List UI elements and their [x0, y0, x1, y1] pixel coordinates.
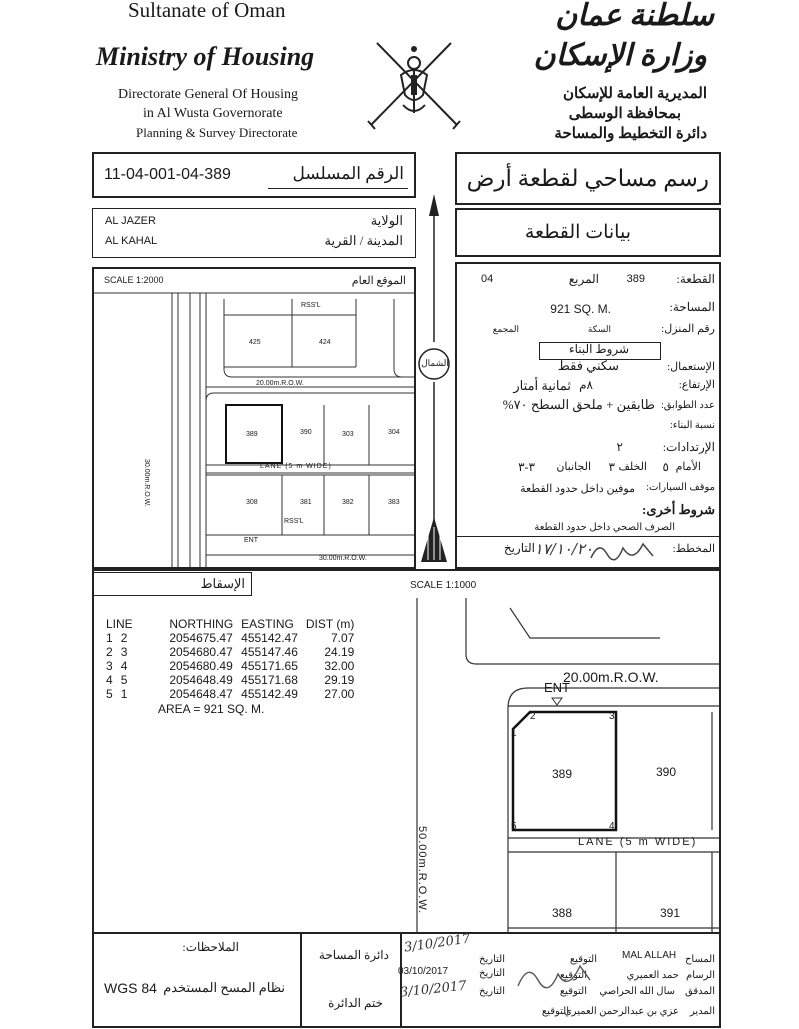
- drafter-date-value: 03/10/2017: [398, 966, 449, 977]
- wilayat-value: AL JAZER: [105, 215, 156, 227]
- plot-381-site: 381: [300, 499, 312, 506]
- planner-signature-icon: [587, 536, 659, 566]
- distance: 32.00: [324, 659, 355, 673]
- map-frame-top: [92, 569, 721, 571]
- conditions-title: شروط البناء: [568, 342, 630, 356]
- northing: 2054675.47: [169, 631, 233, 645]
- height-text: ثمانية أمتار: [513, 378, 571, 393]
- projection-label: الإسقاط: [200, 576, 245, 591]
- oman-emblem-icon: [365, 35, 463, 130]
- detail-road-left: 50.00m.R.O.W.: [416, 826, 428, 915]
- area-value: 921 SQ. M.: [550, 302, 611, 316]
- plot-info-box: [455, 262, 721, 569]
- line-to: 5: [120, 673, 128, 687]
- serial-label: الرقم المسلسل: [292, 164, 404, 183]
- checker-sign-label: التوقيع: [559, 986, 587, 997]
- header-ar-dir2: بمحافظة الوسطى: [568, 106, 681, 122]
- general-lane: LANE (5 m WIDE): [260, 463, 332, 470]
- coords-header-northing: NORTHING: [169, 617, 234, 631]
- sides-value: ٣-٣: [518, 460, 535, 474]
- line-from: 3: [106, 659, 113, 673]
- plot-value: 389: [626, 273, 645, 285]
- wgs-label: نظام المسح المستخدم: [163, 980, 285, 995]
- corner-4: 4: [609, 821, 615, 832]
- plot-data-title: بيانات القطعة: [524, 222, 631, 243]
- northing: 2054648.47: [169, 687, 233, 701]
- general-road-bottom: 30.00m.R.O.W.: [319, 555, 367, 562]
- house-label: رقم المنزل:: [661, 323, 715, 335]
- map-frame-left: [92, 569, 94, 932]
- height-label: الإرتفاع:: [678, 379, 715, 391]
- coords-header-easting: EASTING: [241, 617, 294, 631]
- block-label: المربع: [568, 272, 599, 286]
- coords-table: [102, 617, 358, 701]
- drafter-label: الرسام: [686, 970, 715, 981]
- back-label: الخلف: [618, 461, 647, 473]
- surveyor-sign-label: التوقيع: [569, 954, 597, 965]
- header-en-country: Sultanate of Oman: [128, 0, 286, 22]
- signature-scribble-icon: [514, 956, 594, 996]
- ratio-label: نسبة البناء:: [670, 420, 715, 431]
- plot-304-site: 304: [388, 429, 400, 436]
- header-en-dir2: in Al Wusta Governorate: [143, 106, 283, 121]
- corner-3: 3: [609, 711, 615, 722]
- stamp-label: ختم الدائرة: [328, 996, 383, 1010]
- location-box: [92, 208, 416, 258]
- coords-table-wrap: [102, 617, 358, 717]
- northing: 2054680.49: [169, 659, 233, 673]
- dept-label: دائرة المساحة: [318, 948, 389, 962]
- serial-label-underline: [268, 188, 408, 189]
- director-value: عزي بن عبدالرحمن العميري: [563, 1006, 679, 1017]
- parking-label: موقف السيارات:: [646, 482, 715, 493]
- parking-value: موفين داخل حدود القطعة: [520, 483, 635, 495]
- line-from: 2: [106, 645, 113, 659]
- hw-date-2: 3/10/2017: [399, 978, 468, 1001]
- checker-label: المدقق: [685, 986, 715, 997]
- date-label-plot: التاريخ: [503, 541, 535, 555]
- surveyor-date-label: التاريخ: [479, 954, 505, 965]
- serial-box: [92, 152, 416, 198]
- town-label: المدينة / القرية: [324, 233, 403, 248]
- plot-data-title-box: [455, 208, 721, 257]
- checker-date-label: التاريخ: [479, 986, 505, 997]
- general-site-box: [92, 267, 416, 569]
- remarks-label: الملاحظات:: [182, 940, 239, 954]
- height-value: ٨م: [579, 378, 593, 392]
- plot-383-site: 383: [388, 499, 400, 506]
- director-sign-label: التوقيع: [541, 1006, 569, 1017]
- detail-plot-389: 389: [552, 767, 573, 781]
- coords-header-dist: DIST (m): [305, 617, 355, 631]
- wgs-value: WGS 84: [104, 980, 157, 996]
- detail-plot-391: 391: [660, 906, 681, 920]
- line-from: 1: [106, 631, 113, 645]
- plot-424: 424: [319, 339, 331, 346]
- line-to: 4: [120, 659, 128, 673]
- footer-divider-2: [400, 934, 402, 1026]
- distance: 27.00: [324, 687, 355, 701]
- block-value: 04: [481, 273, 494, 285]
- easting: 455171.65: [241, 659, 298, 673]
- header-ar-country: سلطنة عمان: [555, 0, 714, 32]
- area-label: المساحة:: [669, 300, 715, 314]
- sides-label: الجانبان: [556, 461, 591, 473]
- easting: 455142.47: [241, 631, 298, 645]
- area-summary: AREA = 921 SQ. M.: [158, 702, 265, 716]
- back-value: ٣: [608, 460, 615, 474]
- date-value-plot: ١٧/١٠/٢٠: [534, 540, 593, 558]
- footer-divider-1: [300, 934, 302, 1026]
- doc-title: رسم مساحي لقطعة أرض: [466, 166, 709, 191]
- general-site-map: [94, 269, 414, 567]
- plot-label: القطعة:: [676, 272, 715, 286]
- town-value: AL KAHAL: [105, 235, 158, 247]
- line-from: 4: [106, 673, 113, 687]
- header-ar-ministry: وزارة الإسكان: [533, 39, 707, 72]
- header-en-dir3: Planning & Survey Directorate: [136, 125, 298, 140]
- header: [0, 0, 799, 148]
- corner-2: 2: [530, 711, 536, 722]
- detail-plot-390: 390: [656, 765, 677, 779]
- plot-390-site: 390: [300, 429, 312, 436]
- drafter-date-label: التاريخ: [479, 968, 505, 979]
- use-value: سكني فقط: [557, 358, 619, 373]
- line-to: 1: [120, 687, 128, 701]
- table-row: [102, 673, 358, 687]
- setbacks-label: الإرتدادات:: [662, 440, 715, 454]
- header-en-ministry: Ministry of Housing: [96, 42, 315, 71]
- corner-1: 1: [511, 728, 517, 739]
- corner-5: 5: [511, 821, 517, 832]
- plot-308-site: 308: [246, 499, 258, 506]
- other-label: شروط أخرى:: [642, 502, 715, 517]
- coords-header-row: [102, 617, 358, 631]
- drafter-sign-label: التوقيع: [559, 970, 587, 981]
- front-label: الأمام: [675, 461, 701, 473]
- header-ar-dir3: دائرة التخطيط والمساحة: [554, 126, 707, 142]
- easting: 455142.49: [241, 687, 298, 701]
- table-row: [102, 645, 358, 659]
- general-site-scale: SCALE 1:2000: [104, 275, 164, 285]
- rss-label-1: RSS'L: [301, 302, 321, 309]
- checker-value: سال الله الحراصي: [599, 986, 675, 997]
- use-label: الإستعمال:: [667, 361, 715, 373]
- front-value: ٥: [662, 460, 669, 474]
- easting: 455171.68: [241, 673, 298, 687]
- rss-label-2: RSS'L: [284, 518, 304, 525]
- drafter-value: حمد العميري: [626, 970, 679, 981]
- table-row: [102, 631, 358, 645]
- header-ar-dir1: المديرية العامة للإسكان: [562, 86, 707, 102]
- surveyor-value: MAL ALLAH: [622, 950, 677, 961]
- projection-scale: SCALE 1:1000: [410, 580, 477, 591]
- planner-label: المخطط:: [672, 543, 715, 555]
- plot-303-site: 303: [342, 431, 354, 438]
- distance: 7.07: [330, 631, 355, 645]
- north-arrow-icon: [417, 192, 451, 564]
- general-ent: ENT: [244, 537, 258, 544]
- hw-date-1: 3/10/2017: [403, 931, 472, 956]
- north-label: الشمال: [421, 358, 449, 368]
- other-value: الصرف الصحي داخل حدود القطعة: [534, 522, 675, 533]
- line-to: 2: [120, 631, 128, 645]
- general-road-top: 20.00m.R.O.W.: [256, 380, 304, 387]
- line-to: 3: [120, 645, 128, 659]
- projection-label-box: [92, 572, 252, 596]
- northing: 2054648.49: [169, 673, 233, 687]
- coords-header-line: LINE: [106, 617, 133, 631]
- northing: 2054680.47: [169, 645, 233, 659]
- director-label: المدير: [689, 1006, 715, 1017]
- plot-389-site: 389: [246, 431, 258, 438]
- doc-title-box: [455, 152, 721, 205]
- general-road-left: 30.00m.R.O.W.: [143, 459, 150, 507]
- wilayat-label: الولاية: [370, 213, 403, 228]
- detail-ent: ENT: [544, 680, 570, 695]
- detail-road-top: 20.00m.R.O.W.: [563, 669, 659, 685]
- complex-label: المجمع: [492, 324, 519, 334]
- detail-lane: LANE (5 m WIDE): [578, 836, 698, 848]
- header-en-dir1: Directorate General Of Housing: [118, 87, 298, 102]
- plot-425: 425: [249, 339, 261, 346]
- footer-box: [92, 932, 721, 1028]
- easting: 455147.46: [241, 645, 298, 659]
- table-row: [102, 687, 358, 701]
- floors-label: عدد الطوابق:: [660, 400, 715, 411]
- floors-value: طابقين + ملحق السطح ٧٠%: [502, 397, 655, 412]
- line-from: 5: [106, 687, 113, 701]
- plot-382-site: 382: [342, 499, 354, 506]
- general-site-label: الموقع العام: [351, 275, 406, 287]
- detail-plot-388: 388: [552, 906, 573, 920]
- setbacks-value: ٢: [616, 440, 623, 454]
- distance: 24.19: [324, 645, 355, 659]
- distance: 29.19: [324, 673, 355, 687]
- street-label: السكة: [587, 324, 611, 334]
- table-row: [102, 659, 358, 673]
- serial-number: 11-04-001-04-389: [104, 166, 231, 183]
- surveyor-label: المساح: [684, 954, 715, 965]
